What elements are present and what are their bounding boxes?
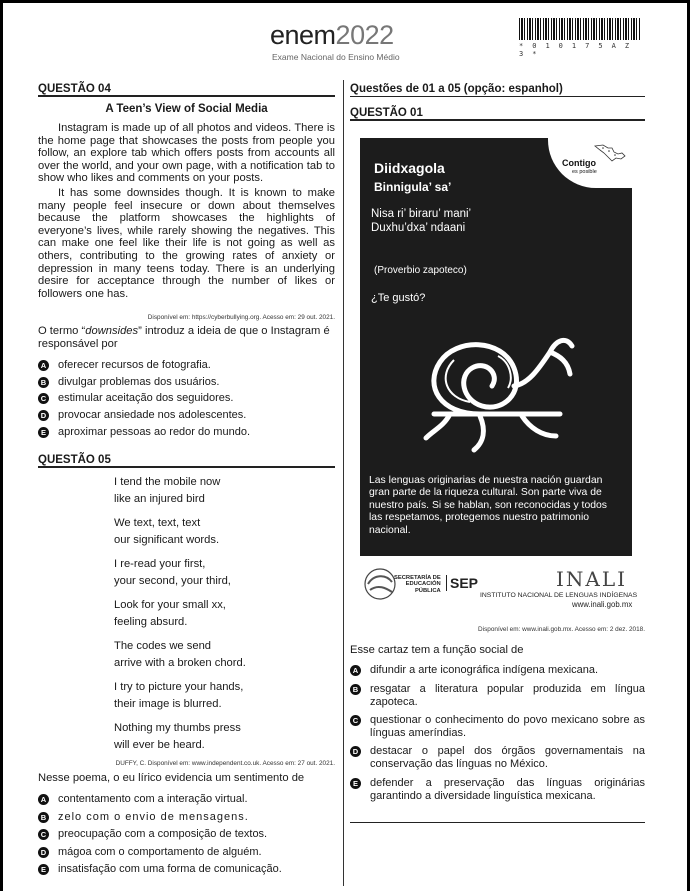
q5-option-a[interactable] [38, 793, 335, 806]
q5-option-b[interactable] [38, 811, 335, 824]
question-04-text [38, 122, 335, 300]
poster-verse-line-1: Nisa ri’ biraru’ mani’ [371, 208, 472, 220]
poem-stanza [114, 515, 246, 548]
poem-line: Look for your small xx, [114, 599, 226, 611]
option-text: aproximar pessoas ao redor do mundo. [58, 426, 250, 438]
question-04-label: QUESTÃO 04 [38, 83, 111, 95]
poem-line: I tend the mobile now [114, 476, 221, 488]
option-letter: B [38, 812, 49, 823]
q1-option-d[interactable] [350, 745, 645, 771]
exam-subtitle: Exame Nacional do Ensino Médio [272, 52, 400, 62]
option-letter: C [38, 393, 49, 404]
section-title: Questões de 01 a 05 (opção: espanhol) [350, 83, 563, 95]
option-text: mágoa com o comportamento de alguém. [58, 846, 262, 858]
barcode-number: * 0 1 0 1 7 5 A Z 3 * [519, 42, 632, 58]
poem-line: feeling absurd. [114, 615, 188, 628]
option-letter: C [38, 829, 49, 840]
q1-option-b[interactable] [350, 683, 645, 709]
poster-proverb: (Proverbio zapoteco) [374, 265, 467, 276]
option-letter: A [38, 794, 49, 805]
poem-stanza [114, 556, 246, 589]
contigo-badge [548, 138, 632, 188]
poem [114, 474, 246, 761]
option-text: estimular aceitação dos seguidores. [58, 392, 234, 404]
option-letter: E [38, 427, 49, 438]
option-text: provocar ansiedade nos adolescentes. [58, 409, 247, 421]
poem-stanza [114, 638, 246, 671]
question-05-stem: Nesse poema, o eu lírico evidencia um sentimento de [38, 772, 305, 784]
question-04-paragraph-2: It has some downsides though. It is known to make many people feel insecure or down about themselves because the platform showcases the highlights of everyone’s lives, while rarely showing the negatives. This can make one feel like their life is not going as well as others, contributing to the growing rates of anxiety or depression in many teens today. There is an underlying desire for acceptance through the number of likes or followers one has. [38, 186, 335, 300]
option-letter: E [350, 778, 361, 789]
option-letter: B [350, 684, 361, 695]
question-05-source: DUFFY, C. Disponível em: www.independent.co.uk. Acesso em: 27 out. 2021. [115, 760, 335, 767]
stem-post: ” introduz a ideia de que o Instagram é responsável por [38, 325, 330, 350]
poem-stanza [114, 597, 246, 630]
q4-option-e[interactable] [38, 426, 335, 439]
q1-option-c[interactable] [350, 714, 645, 740]
question-05-label: QUESTÃO 05 [38, 454, 111, 466]
q4-option-a[interactable] [38, 359, 335, 372]
inali-logo: INALI [556, 567, 628, 591]
q5-option-c[interactable] [38, 828, 335, 841]
poster-subtitle: Binnigula’ sa’ [374, 180, 452, 194]
page-edge-top [0, 0, 690, 3]
page-edge-left [0, 0, 3, 891]
poem-stanza [114, 474, 246, 507]
option-letter: D [38, 410, 49, 421]
snail-glyph-icon [410, 326, 580, 456]
contigo-subtext: es posible [572, 169, 597, 175]
question-04-stem [38, 325, 335, 351]
question-01-rule [350, 119, 645, 121]
poster [360, 138, 632, 556]
option-letter: D [38, 847, 49, 858]
option-text: divulgar problemas dos usuários. [58, 376, 220, 388]
question-01-label: QUESTÃO 01 [350, 107, 423, 119]
option-text: oferecer recursos de fotografia. [58, 359, 211, 371]
q4-option-c[interactable] [38, 392, 335, 405]
sep-line: PÚBLICA [414, 587, 441, 594]
option-letter: D [350, 746, 361, 757]
poem-stanza [114, 720, 246, 753]
option-letter: C [350, 715, 361, 726]
option-letter: A [38, 360, 49, 371]
sep-line: SECRETARÍA DE [394, 575, 441, 581]
q4-option-d[interactable] [38, 409, 335, 422]
poster-question: ¿Te gustó? [371, 292, 426, 304]
poem-line: We text, text, text [114, 517, 201, 529]
question-04-paragraph-1: Instagram is made up of all photos and videos. There is the home page that showcases the posts from people you follow, an explore tab which offers posts from accounts all over the world, and your own page, with a notification tab to show who likes and comments on your posts. [38, 122, 335, 185]
inali-name: INSTITUTO NACIONAL DE LENGUAS INDÍGENAS [480, 592, 638, 599]
contigo-text: Contigo [562, 158, 596, 168]
poem-line: arrive with a broken chord. [114, 656, 246, 669]
option-text: insatisfação com uma forma de comunicação. [58, 863, 282, 875]
poem-stanza [114, 679, 246, 712]
option-text: resgatar a literatura popular produzida em língua zapoteca. [370, 683, 645, 708]
poem-line: will ever be heard. [114, 738, 205, 751]
poster-verse [371, 207, 471, 235]
section-rule [350, 96, 645, 97]
question-01-source: Disponível em: www.inali.gob.mx. Acesso em: 2 dez. 2018. [478, 626, 645, 633]
sep-line: EDUCACIÓN [405, 581, 441, 588]
poem-line: their image is blurred. [114, 697, 222, 710]
mexico-map-icon [594, 144, 626, 162]
q5-option-d[interactable] [38, 846, 335, 859]
column-divider [343, 80, 344, 886]
q4-option-b[interactable] [38, 376, 335, 389]
option-text: zelo com o envio de mensagens. [58, 811, 249, 823]
option-letter: A [350, 665, 361, 676]
poem-line: I re-read your first, [114, 558, 206, 570]
poster-message: Las lenguas originarias de nuestra nación guardan gran parte de la riqueza cultural. Son parte viva de nuestro país. Si se hablan, son reconocidas y todos las respetamos, protegemos nuestro patrimonio nacional. [369, 475, 607, 536]
logo-year: 2022 [335, 20, 394, 50]
question-04-rule [38, 95, 335, 97]
stem-term: downsides [85, 325, 139, 337]
question-05-rule [38, 466, 335, 468]
option-text: destacar o papel dos órgãos governamentais na conservação das línguas no México. [370, 745, 645, 770]
option-text: contentamento com a interação virtual. [58, 793, 248, 805]
q1-option-e[interactable] [350, 777, 645, 803]
q1-option-a[interactable] [350, 664, 645, 677]
q5-option-e[interactable] [38, 863, 335, 876]
option-letter: B [38, 377, 49, 388]
poster-verse-line-2: Duxhu’dxa’ ndaani [371, 222, 466, 234]
option-text: questionar o conhecimento do povo mexicano sobre as línguas ameríndias. [370, 714, 645, 739]
poem-line: your second, your third, [114, 574, 231, 587]
poem-line: Nothing my thumbs press [114, 722, 241, 734]
option-text: defender a preservação das línguas originárias garantindo a diversidade linguística mexicana. [370, 777, 645, 802]
option-text: difundir a arte iconográfica indígena mexicana. [370, 664, 599, 676]
barcode [519, 18, 641, 40]
poem-line: our significant words. [114, 533, 220, 546]
sep-name [394, 575, 441, 594]
question-04-title: A Teen’s View of Social Media [105, 103, 268, 115]
question-01-stem: Esse cartaz tem a função social de [350, 644, 524, 656]
enem-logo [270, 20, 394, 51]
poem-line: like an injured bird [114, 492, 205, 505]
poem-line: I try to picture your hands, [114, 681, 244, 693]
poster-title: Diidxagola [374, 160, 445, 176]
logo-main: enem [270, 20, 336, 50]
sep-acronym: SEP [446, 575, 478, 591]
question-04-source: Disponível em: https://cyberbullying.org. Acesso em: 29 out. 2021. [147, 314, 335, 321]
inali-url: www.inali.gob.mx [572, 600, 633, 609]
poem-line: The codes we send [114, 640, 212, 652]
stem-pre: O termo “ [38, 325, 86, 337]
option-text: preocupação com a composição de textos. [58, 828, 268, 840]
option-letter: E [38, 864, 49, 875]
question-01-end-rule [350, 822, 645, 823]
